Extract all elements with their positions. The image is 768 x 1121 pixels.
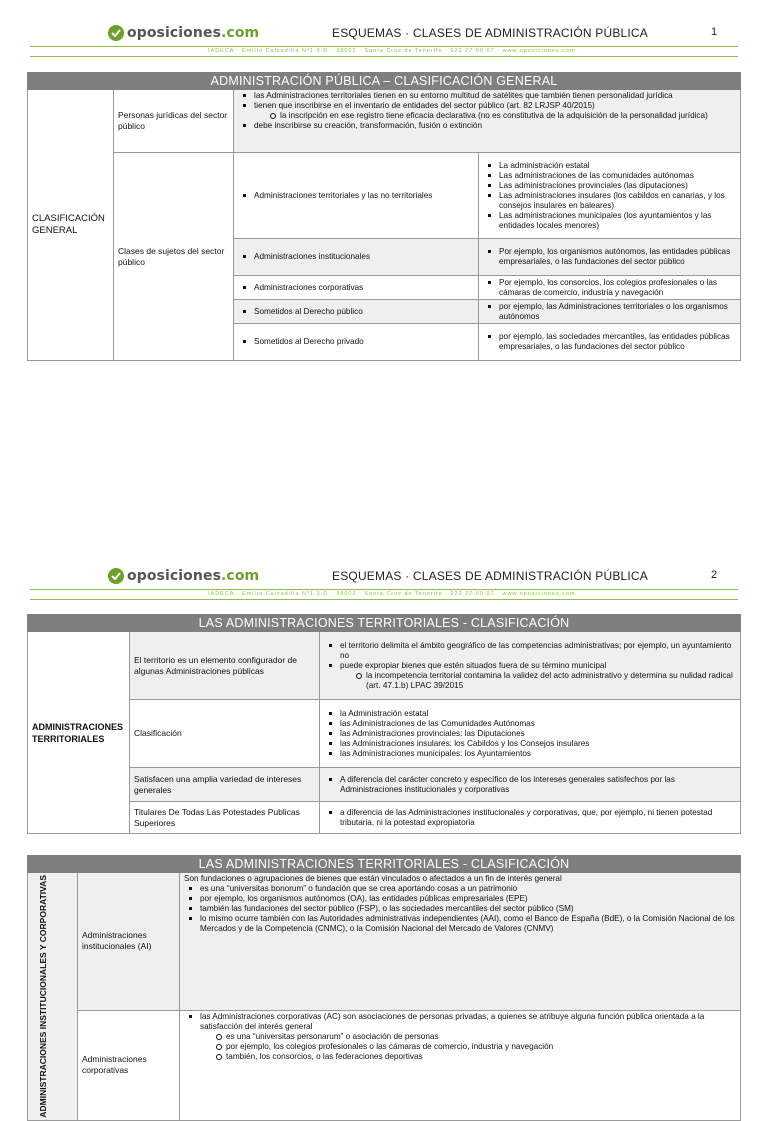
row-label: El territorio es un elemento configurador de algunas Administraciones públicas — [130, 632, 320, 700]
clase-name: Administraciones institucionales — [234, 239, 479, 276]
sub-list-item: la incompetencia territorial contamina la validez del acto administrativo y determina su nulidad radical (art. 47.1.b) LPAC 39/2015 — [366, 671, 736, 691]
clase-name: Sometidos al Derecho privado — [234, 324, 479, 361]
list-item: Por ejemplo, los consorcios, los colegios profesionales o las cámaras de comercio, industria y navegación — [499, 278, 736, 298]
page-number: 2 — [711, 569, 718, 581]
row-label: Titulares De Todas Las Potestades Publicas Superiores — [130, 802, 320, 834]
document-title: ESQUEMAS · CLASES DE ADMINISTRACIÓN PÚBLICA — [332, 26, 649, 40]
clase-examples — [479, 300, 741, 324]
list-item: Las administraciones provinciales (las diputaciones) — [499, 181, 736, 191]
sub-list-item: también, los consorcios, o las federaciones deportivas — [226, 1052, 736, 1062]
list-item: La administración estatal — [499, 161, 736, 171]
header-rule-top — [30, 589, 738, 590]
header-address: IADECA · Emilio Calzadilla Nº1 3-D · 38002 · Santa Cruz de Tenerife · 922 27 60 07 · www.oposiciones.com — [208, 591, 576, 597]
logo-text: oposiciones — [127, 25, 222, 41]
logo-text: oposiciones — [127, 568, 222, 584]
row-content — [180, 873, 741, 1011]
brand-logo — [108, 24, 259, 42]
list-item: por ejemplo, las sociedades mercantiles, las entidades públicas empresariales, o las fundaciones del sector público — [499, 332, 736, 352]
clase-examples — [479, 239, 741, 276]
clase-examples — [479, 153, 741, 239]
sub-list-item: es una “universitas personarum” o asociación de personas — [226, 1032, 736, 1042]
list-item: debe inscribirse su creación, transformación, fusión o extinción — [254, 121, 736, 131]
brand-logo — [108, 567, 259, 585]
list-item: las Administraciones territoriales tienen en su entorno multitud de satélites que también tienen personalidad jurídica — [254, 91, 736, 101]
list-item: las Administraciones insulares: los Cabildos y los Consejos insulares — [340, 739, 736, 749]
territoriales-table — [27, 614, 741, 834]
list-item: a diferencia de las Administraciones institucionales y corporativas, que, por ejemplo, ni tienen potestad tributaria, ni la potestad expropiatoria — [340, 808, 736, 828]
list-item: las Administraciones corporativas (AC) son asociaciones de personas privadas, a quienes se atribuye alguna función pública orientada a la satisfacción del interés general es una “universitas personarum” o asociación de personas por ejemplo, los colegios profesionales o las cámaras de comercio, industria y navegación también, los consorcios, o las federaciones deportivas — [200, 1012, 736, 1062]
document-title: ESQUEMAS · CLASES DE ADMINISTRACIÓN PÚBLICA — [332, 569, 649, 583]
page-number: 1 — [711, 26, 718, 38]
row-label-clases: Clases de sujetos del sector público — [114, 153, 234, 361]
vertical-label-cell — [28, 873, 78, 1121]
table-title: LAS ADMINISTRACIONES TERRITORIALES - CLASIFICACIÓN — [28, 615, 741, 632]
clase-name: Administraciones corporativas — [234, 276, 479, 300]
logo-domain: .com — [221, 568, 260, 584]
list-item: las Administraciones municipales: los Ayuntamientos — [340, 749, 736, 759]
row-content — [320, 802, 741, 834]
row-label: Satisfacen una amplia variedad de intereses generales — [130, 768, 320, 802]
list-item: por ejemplo, los organismos autónomos (OA), las entidades públicas empresariales (EPE) — [200, 894, 736, 904]
row-label: Administraciones institucionales (AI) — [78, 873, 180, 1011]
list-item: también las fundaciones del sector público (FSP), o las sociedades mercantiles del sector público (SM) — [200, 904, 736, 914]
list-item: Las administraciones insulares (los cabildos en canarias, y los consejos insulares en baleares) — [499, 191, 736, 211]
clase-name: Administraciones territoriales y las no territoriales — [234, 153, 479, 239]
list-item: las Administraciones de las Comunidades Autónomas — [340, 719, 736, 729]
logo-domain: .com — [221, 25, 260, 41]
row-content — [180, 1010, 741, 1120]
table-title: ADMINISTRACIÓN PÚBLICA – CLASIFICACIÓN GENERAL — [28, 73, 741, 90]
list-item: las Administraciones provinciales: las Diputaciones — [340, 729, 736, 739]
main-label: ADMINISTRACIONES TERRITORIALES — [28, 632, 130, 834]
sub-list-item: la inscripción en ese registro tiene eficacia declarativa (no es constitutiva de la adquisición de la personalidad jurídica) — [280, 111, 736, 121]
list-item: la Administración estatal — [340, 709, 736, 719]
classification-table — [27, 72, 741, 361]
row-content — [320, 768, 741, 802]
table-title: LAS ADMINISTRACIONES TERRITORIALES - CLASIFICACIÓN — [28, 856, 741, 873]
list-item: el territorio delimita el ámbito geográfico de las competencias administrativas; por ejemplo, un ayuntamiento no — [340, 641, 736, 661]
header-rule-bottom — [30, 599, 738, 600]
main-label: CLASIFICACIÓN GENERAL — [28, 90, 114, 361]
row-content — [320, 700, 741, 768]
vertical-label: ADMINISTRACIONES INSTITUCIONALES Y CORPORATIVAS — [37, 875, 48, 1118]
institucionales-table — [27, 855, 741, 1121]
sub-list-item: por ejemplo, los colegios profesionales o las cámaras de comercio, industria y navegación — [226, 1042, 736, 1052]
clase-examples — [479, 324, 741, 361]
header-address: IADECA · Emilio Calzadilla Nº1 3-D · 38002 · Santa Cruz de Tenerife · 922 27 60 07 · www.oposiciones.com — [208, 48, 576, 54]
row-label-personas: Personas jurídicas del sector público — [114, 90, 234, 153]
row-content — [320, 632, 741, 700]
list-item: Por ejemplo, los organismos autónomos, las entidades públicas empresariales, o las fundaciones del sector público — [499, 247, 736, 267]
list-item: tienen que inscribirse en el inventario de entidades del sector público (art. 82 LRJSP 40/2015) la inscripción en ese registro tiene eficacia declarativa (no es constitutiva de la adquisición de la personalidad jurídica) — [254, 101, 736, 121]
clase-name: Sometidos al Derecho público — [234, 300, 479, 324]
clase-examples — [479, 276, 741, 300]
list-item: es una “universitas bonorum” o fundación que se crea aportando cosas a un patrimonio — [200, 884, 736, 894]
list-item: Las administraciones municipales (los ayuntamientos y las entidades locales menores) — [499, 211, 736, 231]
list-item: puede expropiar bienes que estén situados fuera de su término municipal la incompetencia territorial contamina la validez del acto administrativo y determina su nulidad radical (art. 47.1.b) LPAC 39/2015 — [340, 661, 736, 691]
row-label: Clasificación — [130, 700, 320, 768]
header-rule-top — [30, 46, 738, 47]
row-label: Administraciones corporativas — [78, 1010, 180, 1120]
list-item: Las administraciones de las comunidades autónomas — [499, 171, 736, 181]
intro-text: Son fundaciones o agrupaciones de bienes que están vinculados o afectados a un fin de interés general — [184, 874, 562, 883]
personas-content — [234, 90, 741, 153]
list-item: lo mismo ocurre también con las Autoridades administrativas independientes (AAI), como el Banco de España (BdE), o la Comisión Nacional de los Mercados y de la Competencia (CNMC), o la Comisión Nacional del Mercado de Valores (CNMV) — [200, 914, 735, 933]
list-item: A diferencia del carácter concreto y específico de los intereses generales satisfechos por las Administraciones institucionales y corporativas — [340, 775, 736, 795]
logo-check-icon — [108, 568, 124, 584]
logo-check-icon — [108, 25, 124, 41]
list-item: por ejemplo, las Administraciones territoriales o los organismos autónomos — [499, 302, 736, 322]
header-rule-bottom — [30, 56, 738, 57]
